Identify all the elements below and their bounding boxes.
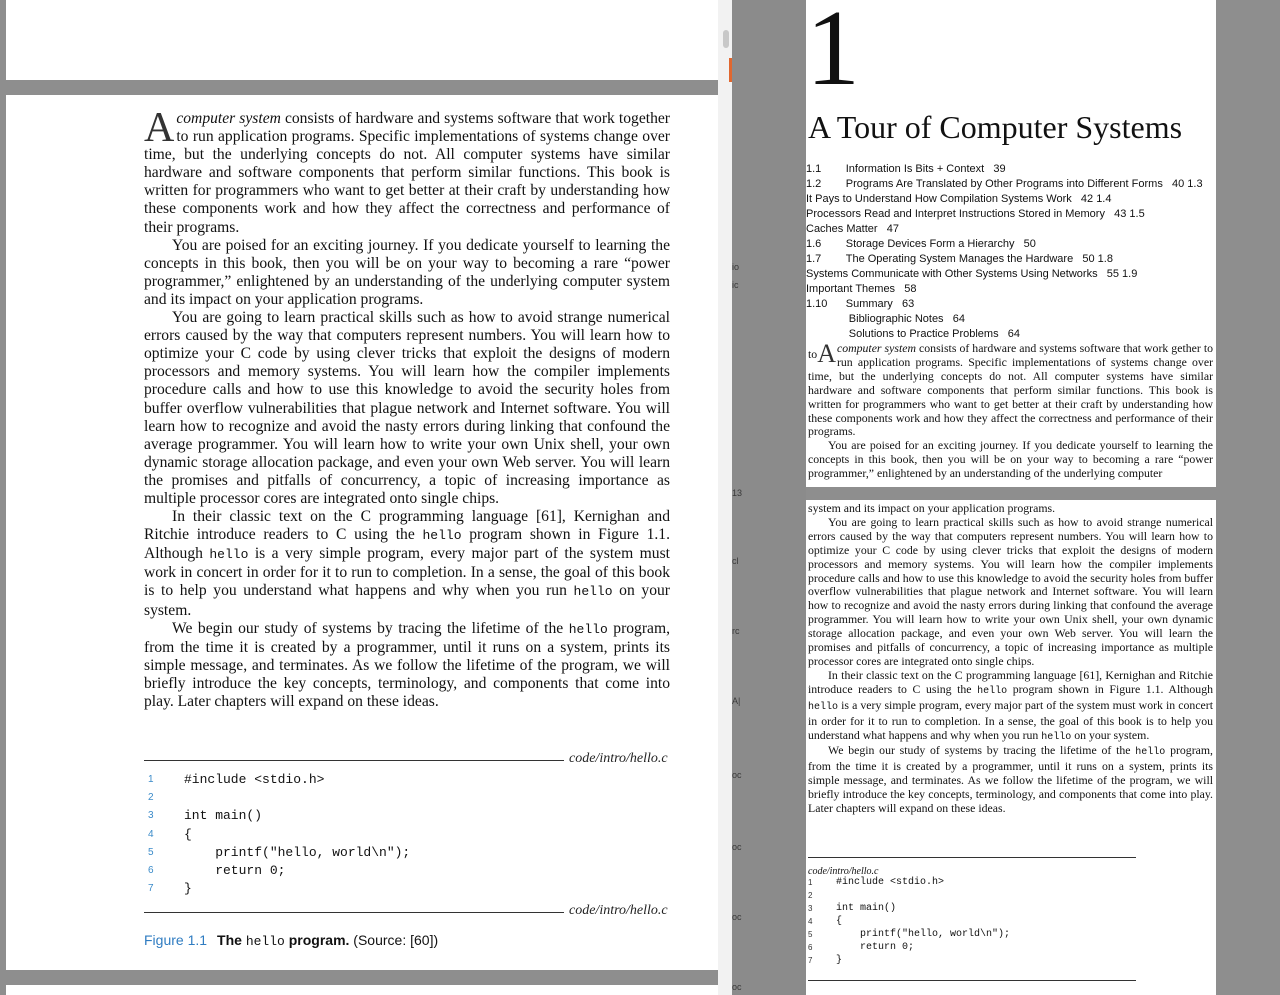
toc-entry[interactable]: Important Themes 58 <box>806 283 917 295</box>
toc-entry[interactable]: 1.10 Summary 63 <box>806 298 915 310</box>
code-line <box>148 844 568 862</box>
gutter-text-fragment: oc <box>732 770 742 780</box>
paragraph-4: In their classic text on the C programming language [61], Kernighan and Ritchie introduce readers to C using the hello program shown in Figure 1.1. Although hello is a very simple program, every major part of the system must work in concert in order for it to run to completion. In a sense, the goal of this book is to help you understand what happens and why when you run hello on your system. <box>144 508 670 619</box>
gutter-text-fragment: A| <box>732 696 741 706</box>
toc-entry[interactable]: Processors Read and Interpret Instructions Stored in Memory 43 1.5 <box>806 208 1145 220</box>
line-number: 1 <box>148 774 154 785</box>
toc-entry[interactable]: Caches Matter 47 <box>806 223 899 235</box>
code-line <box>808 941 1128 954</box>
code-line <box>808 954 1128 967</box>
toc-entry[interactable]: Systems Communicate with Other Systems Using Networks 55 1.9 <box>806 268 1138 280</box>
code-filename-top: code/intro/hello.c <box>569 751 668 766</box>
right-paragraph-2: You are poised for an exciting journey. If you dedicate yourself to learning the concepts in this book, then you will be on your way to becoming a rare “power programmer,” enlightened by an understanding of the underlying computer <box>808 438 1213 481</box>
line-number: 7 <box>808 956 813 965</box>
code-text: } <box>184 881 192 897</box>
split-gutter[interactable] <box>732 0 806 995</box>
code-line <box>148 771 568 789</box>
chapter-toc <box>806 162 1216 342</box>
code-text: #include <stdio.h> <box>836 877 945 888</box>
code-text: } <box>836 955 843 966</box>
toc-entry[interactable]: 1.1 Information Is Bits + Context 39 <box>806 163 1006 175</box>
inline-code: hello <box>209 547 249 563</box>
code-listing <box>148 771 568 898</box>
scrollbar-thumb[interactable] <box>723 30 729 48</box>
code-top-rule <box>144 760 564 761</box>
toc-entry[interactable]: 1.2 Programs Are Translated by Other Programs into Different Forms 40 1.3 <box>806 178 1203 190</box>
code-line <box>148 826 568 844</box>
line-number: 5 <box>148 846 154 858</box>
right-body-text-top <box>808 339 1213 481</box>
figure-caption: Figure 1.1 The hello program. (Source: [60]) <box>144 932 439 949</box>
previous-page-bottom <box>6 0 718 80</box>
drop-cap: A <box>144 105 175 151</box>
code-line <box>808 876 1128 889</box>
code-line <box>808 902 1128 915</box>
inline-code: hello <box>568 621 608 637</box>
right-body-text-bottom <box>808 502 1213 816</box>
toc-entry[interactable]: Bibliographic Notes 64 <box>806 313 965 325</box>
toc-entry[interactable]: It Pays to Understand How Compilation Systems Work 42 1.4 <box>806 193 1112 205</box>
right-paragraph-3: You are going to learn practical skills such as how to avoid strange numerical errors caused by the way that computers represent numbers. You will learn how to optimize your C code by using clever tricks that exploit the designs of modern processors and memory systems. You will learn how the compiler implements procedure calls and how to use this knowledge to avoid the security holes from buffer overflow vulnerabilities that plague network and Internet software. You will learn how to recognize and avoid the nasty errors during linking that confound the average programmer. You will learn how to write your own Unix shell, your own dynamic storage allocation package, and even your own Web server. You will learn the promises and pitfalls of concurrency, a topic of increasing importance as multiple processor cores are integrated onto single chips. <box>808 514 1213 668</box>
line-number: 6 <box>148 864 154 876</box>
toc-entry[interactable]: 1.6 Storage Devices Form a Hierarchy 50 <box>806 238 1036 250</box>
code-line <box>808 889 1128 902</box>
code-text: return 0; <box>836 942 915 953</box>
chapter-title: A Tour of Computer Systems <box>808 109 1183 145</box>
code-filename-bottom: code/intro/hello.c <box>569 903 668 918</box>
figure-label: Figure 1.1 <box>144 932 208 948</box>
gutter-text-fragment: oc <box>732 912 742 922</box>
right-margin-background <box>1216 0 1280 995</box>
code-text: printf("hello, world\n"); <box>836 929 1011 940</box>
line-number: 4 <box>148 828 154 840</box>
code-text: return 0; <box>184 862 286 878</box>
right-code-top-rule <box>808 857 1136 858</box>
inline-code: hello <box>422 528 462 544</box>
gutter-text-fragment: ic <box>732 280 739 290</box>
intro-paragraph <box>144 105 670 237</box>
code-text: #include <stdio.h> <box>184 772 325 787</box>
paragraph-2: You are poised for an exciting journey. If you dedicate yourself to learning the concepts in this book, then you will be on your way to becoming a rare “power programmer,” enlightened by an understanding of the underlying computer system and its impact on your application programs. <box>144 236 670 308</box>
line-number: 3 <box>148 810 154 822</box>
code-line <box>808 928 1128 941</box>
code-text: int main() <box>836 903 897 914</box>
code-line <box>148 880 568 898</box>
gutter-text-fragment: oc <box>732 982 742 992</box>
right-paragraph-5: We begin our study of systems by tracing the lifetime of the hello program, from the time it is created by a programmer, until it runs on a system, prints its simple message, and terminates. As we follow the lifetime of the program, we will briefly introduce the key concepts, terminology, and components that come into play. Later chapters will expand on these ideas. <box>808 743 1213 816</box>
right-code-bottom-rule <box>808 980 1136 981</box>
right-code-listing <box>808 876 1128 967</box>
gutter-text-fragment: rc <box>732 626 740 636</box>
line-number: 4 <box>808 917 813 926</box>
code-line <box>148 789 568 807</box>
right-paragraph-4: In their classic text on the C programming language [61], Kernighan and Ritchie introduce readers to C using the hello program shown in Figure 1.1. Although hello is a very simple program, every major part of the system must work in concert in order for it to run to completion. In a sense, the goal of this book is to help you understand what happens and why when you run hello on your system. <box>808 667 1213 743</box>
code-text: int main() <box>184 808 263 824</box>
line-number: 6 <box>808 943 813 952</box>
code-text: { <box>836 916 843 927</box>
toc-entry[interactable]: 1.7 The Operating System Manages the Hardware 50 1.8 <box>806 253 1113 265</box>
gutter-text-fragment: oc <box>732 842 742 852</box>
intro-text: consists of hardware and systems software that work together to run application programs. Specific implementations of systems change over time, but the underlying concepts do not. All computer systems have similar hardware and software components that perform similar functions. This book is written for programmers who want to get better at their craft by understanding how these components work and how they affect the correctness and performance of their programs. <box>144 110 670 236</box>
gutter-text-fragment: io <box>732 262 740 272</box>
next-page-top <box>6 985 718 995</box>
gutter-text-fragment: 13 <box>732 488 743 498</box>
right-drop-cap: A <box>817 339 836 368</box>
code-line <box>808 915 1128 928</box>
code-line <box>148 807 568 825</box>
gutter-text-fragment: cl <box>732 556 739 566</box>
right-code-filename: code/intro/hello.c <box>808 866 879 877</box>
line-number: 1 <box>808 878 813 887</box>
page-break-gap <box>806 487 1216 500</box>
code-bottom-rule <box>144 912 564 913</box>
code-text: { <box>184 826 192 842</box>
line-number: 3 <box>808 904 813 913</box>
line-number: 5 <box>808 930 813 939</box>
chapter-number: 1 <box>806 0 856 108</box>
right-continued-line: system and its impact on your application programs. <box>808 501 1056 515</box>
line-number: 7 <box>148 883 154 895</box>
code-text: printf("hello, world\n"); <box>184 844 411 860</box>
right-intro-paragraph: to A computer system consists of hardware and systems software that work gether to run application programs. Specific implementations of systems change over time, but the underlying concepts do not. All computer systems have similar hardware and software components that perform similar functions. This book is written for programmers who want to get better at their craft by understanding how these components work and how they affect the correctness and performance of their programs. <box>808 339 1213 439</box>
intro-italic: computer system <box>176 110 281 127</box>
left-body-text <box>144 105 670 711</box>
vertical-scrollbar[interactable] <box>718 0 732 995</box>
paragraph-3: You are going to learn practical skills such as how to avoid strange numerical errors caused by the way that computers represent numbers. You will learn how to optimize your C code by using clever tricks that exploit the designs of modern processors and memory systems. You will learn how the compiler implements procedure calls and how to use this knowledge to avoid the security holes from buffer overflow vulnerabilities that plague network and Internet software. You will learn how to recognize and avoid the nasty errors during linking that confound the average programmer. You will learn how to write your own Unix shell, your own dynamic storage allocation package, and even your own Web server. You will learn the promises and pitfalls of concurrency, a topic of increasing importance as multiple processor cores are integrated onto single chips. <box>144 309 670 507</box>
toc-entry[interactable]: Solutions to Practice Problems 64 <box>806 328 1020 340</box>
code-line <box>148 862 568 880</box>
inline-code: hello <box>573 584 613 600</box>
line-number: 2 <box>148 792 154 804</box>
paragraph-5: We begin our study of systems by tracing the lifetime of the hello program, from the time it is created by a programmer, until it runs on a system, prints its simple message, and terminates. As we follow the lifetime of the program, we will briefly introduce the key concepts, terminology, and components that come into play. Later chapters will expand on these ideas. <box>144 619 670 710</box>
line-number: 2 <box>808 891 813 900</box>
